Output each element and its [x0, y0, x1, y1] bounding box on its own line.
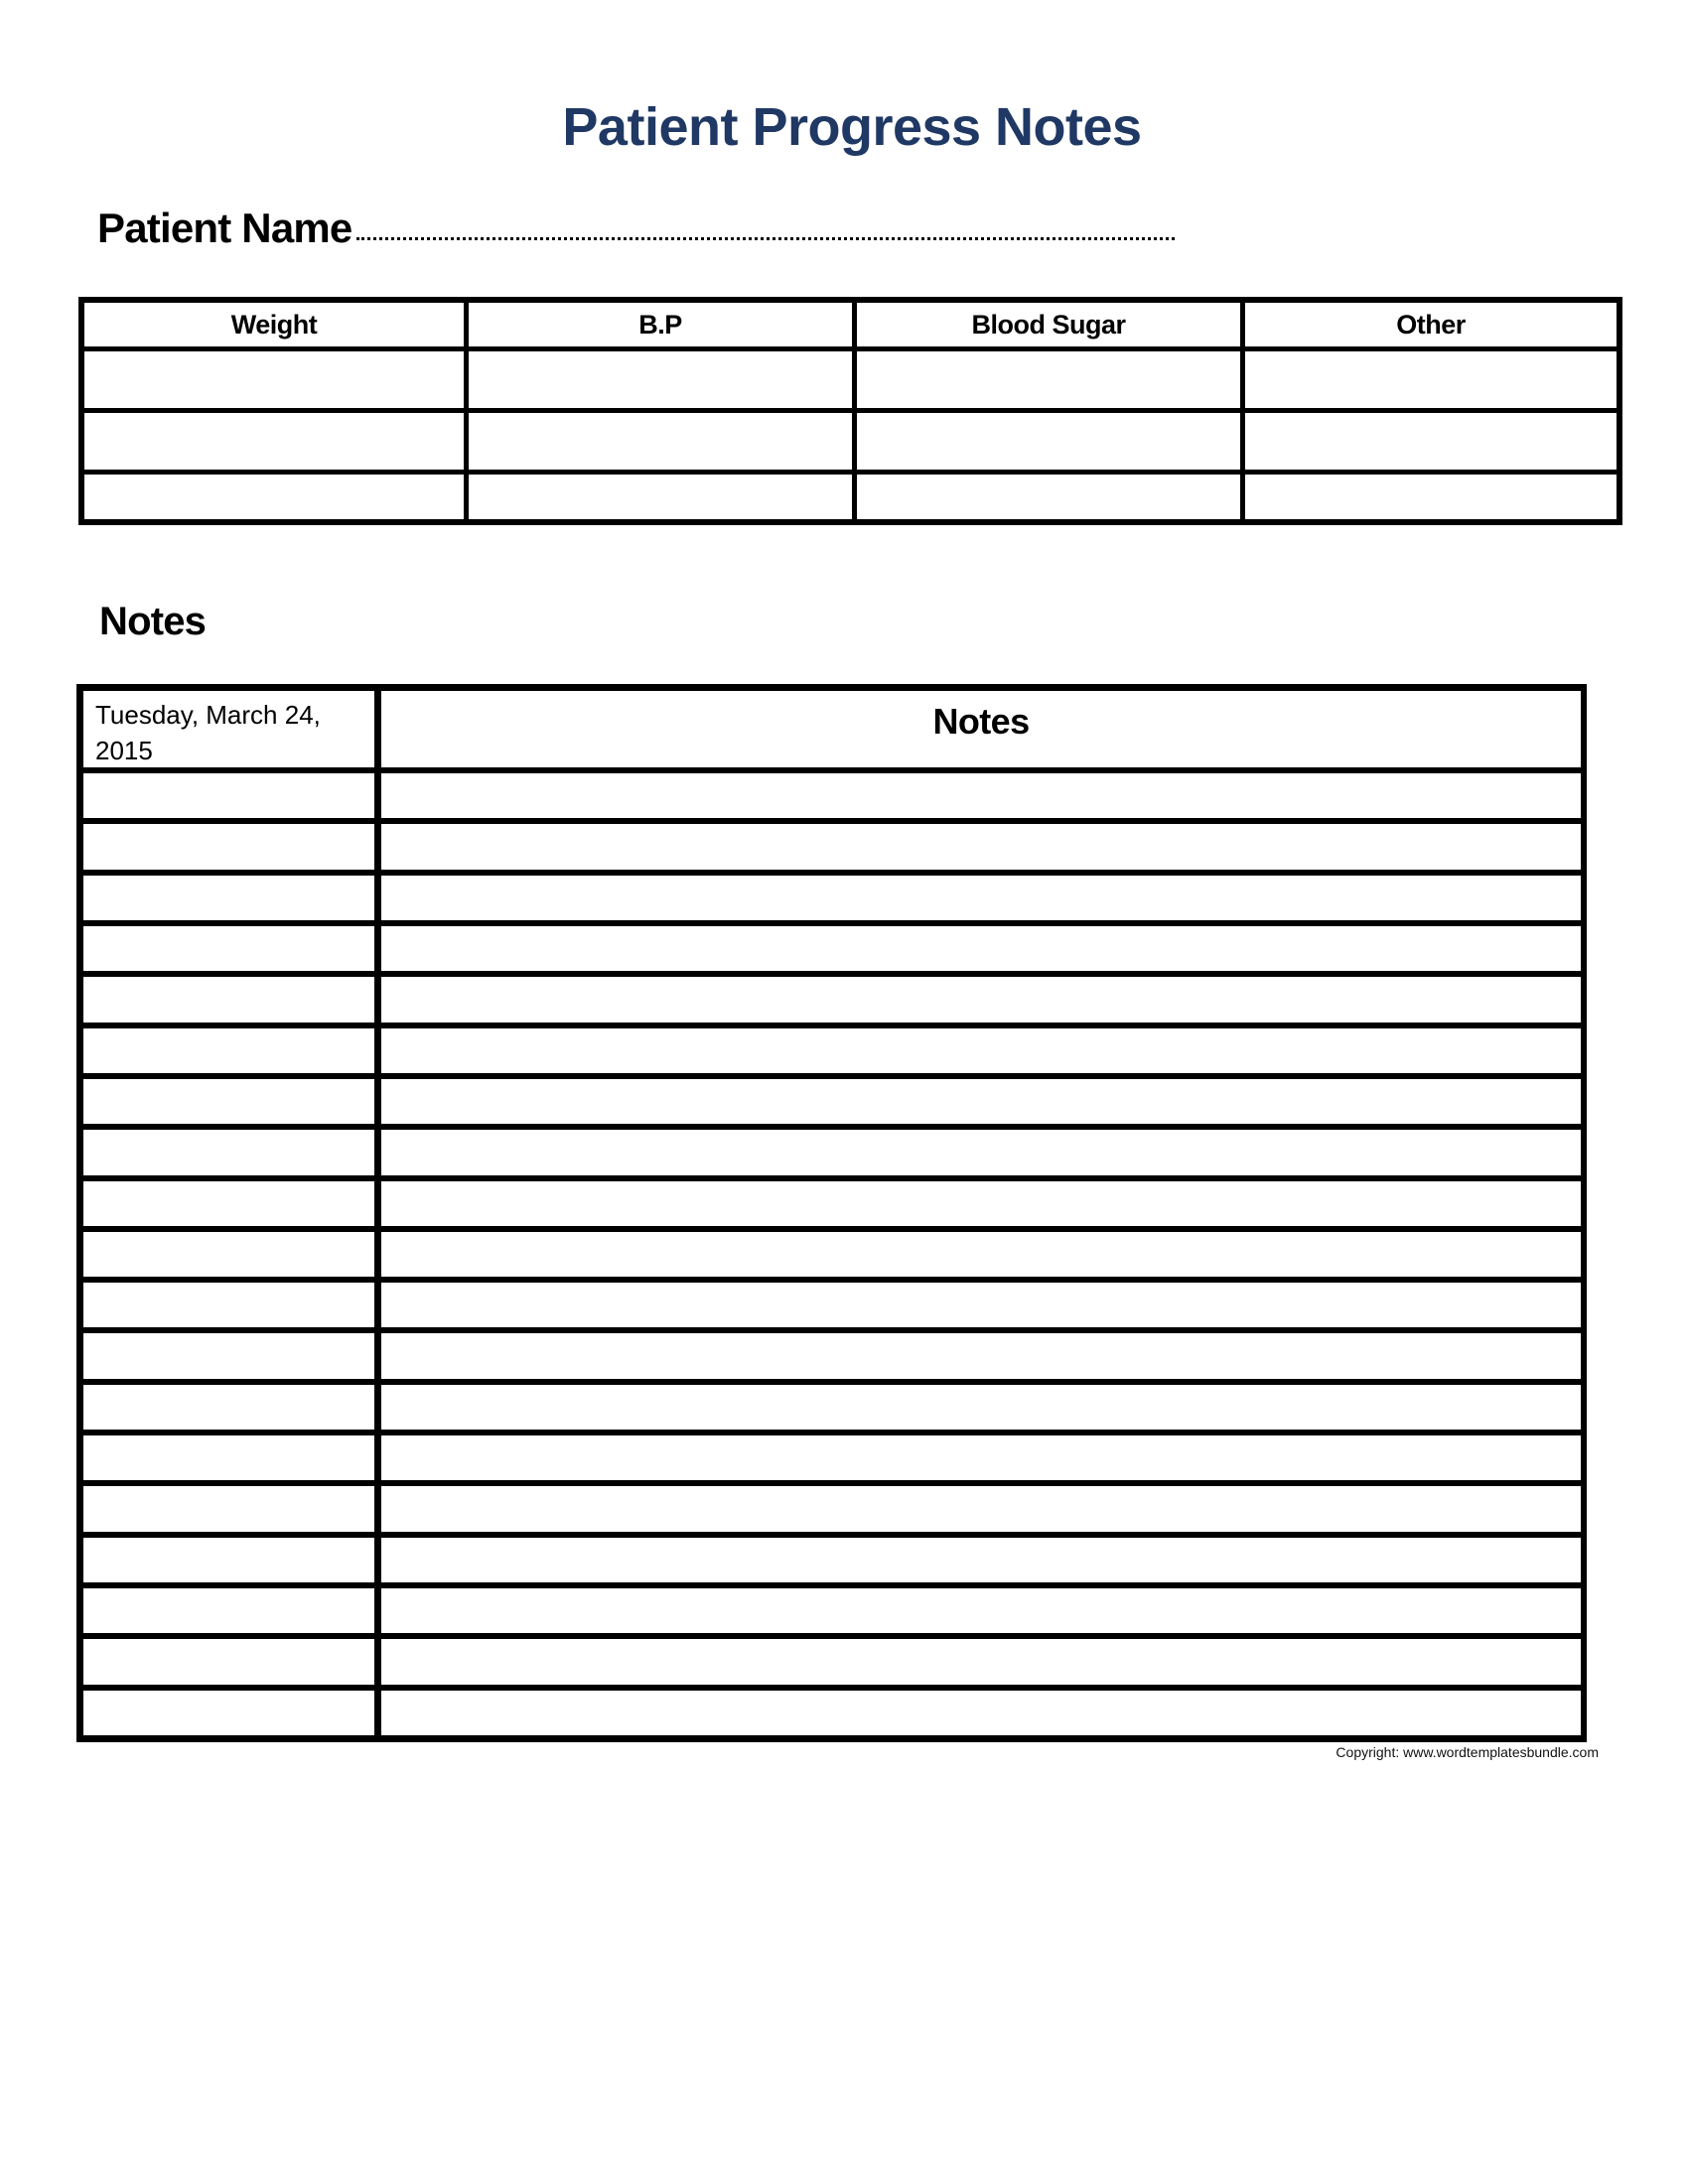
notes-row-note-cell[interactable] — [381, 926, 1581, 971]
vitals-cell-weight[interactable] — [84, 351, 464, 408]
vitals-header-other: Other — [1245, 303, 1617, 346]
notes-row-date-cell[interactable] — [83, 1333, 374, 1378]
vitals-cell-bp[interactable] — [469, 413, 852, 470]
notes-column-header: Notes — [381, 691, 1581, 767]
notes-row-note-cell[interactable] — [381, 1333, 1581, 1378]
notes-section-heading: Notes — [99, 600, 207, 643]
vitals-cell-blood-sugar[interactable] — [857, 413, 1240, 470]
notes-row-date-cell[interactable] — [83, 1130, 374, 1174]
vitals-cell-bp[interactable] — [469, 475, 852, 519]
notes-row-date-cell[interactable] — [83, 1486, 374, 1531]
notes-row-date-cell[interactable] — [83, 1691, 374, 1735]
notes-row-note-cell[interactable] — [381, 876, 1581, 920]
notes-row-note-cell[interactable] — [381, 1385, 1581, 1430]
notes-row-note-cell[interactable] — [381, 1435, 1581, 1480]
vitals-cell-weight[interactable] — [84, 475, 464, 519]
notes-row-note-cell[interactable] — [381, 1538, 1581, 1582]
page-title: Patient Progress Notes — [562, 97, 1142, 157]
vitals-cell-other[interactable] — [1245, 475, 1617, 519]
vitals-header-bp: B.P — [469, 303, 852, 346]
notes-row-date-cell[interactable] — [83, 926, 374, 971]
notes-row-date-cell[interactable] — [83, 1283, 374, 1327]
notes-row-date-cell[interactable] — [83, 1538, 374, 1582]
patient-name-row — [97, 205, 1175, 264]
notes-row-note-cell[interactable] — [381, 1639, 1581, 1684]
notes-row-note-cell[interactable] — [381, 1486, 1581, 1531]
notes-date-header[interactable]: Tuesday, March 24, 2015 — [83, 691, 374, 767]
notes-row-date-cell[interactable] — [83, 1181, 374, 1226]
patient-name-label: Patient Name — [97, 205, 352, 251]
notes-row-date-cell[interactable] — [83, 1079, 374, 1124]
notes-row-date-cell[interactable] — [83, 977, 374, 1022]
vitals-cell-bp[interactable] — [469, 351, 852, 408]
vitals-header-blood-sugar: Blood Sugar — [857, 303, 1240, 346]
notes-row-note-cell[interactable] — [381, 977, 1581, 1022]
notes-table — [76, 684, 1587, 1742]
vitals-cell-other[interactable] — [1245, 413, 1617, 470]
notes-row-date-cell[interactable] — [83, 824, 374, 869]
vitals-cell-other[interactable] — [1245, 351, 1617, 408]
patient-name-field[interactable] — [356, 209, 1175, 240]
vitals-cell-blood-sugar[interactable] — [857, 351, 1240, 408]
notes-row-note-cell[interactable] — [381, 1232, 1581, 1277]
notes-row-date-cell[interactable] — [83, 876, 374, 920]
notes-row-note-cell[interactable] — [381, 1283, 1581, 1327]
notes-row-note-cell[interactable] — [381, 824, 1581, 869]
vitals-cell-blood-sugar[interactable] — [857, 475, 1240, 519]
notes-row-note-cell[interactable] — [381, 1691, 1581, 1735]
notes-row-date-cell[interactable] — [83, 1385, 374, 1430]
vitals-table — [78, 297, 1622, 525]
notes-row-note-cell[interactable] — [381, 1588, 1581, 1633]
notes-row-note-cell[interactable] — [381, 773, 1581, 818]
notes-row-note-cell[interactable] — [381, 1130, 1581, 1174]
copyright-text: Copyright: www.wordtemplatesbundle.com — [1336, 1744, 1599, 1760]
vitals-header-weight: Weight — [84, 303, 464, 346]
notes-row-note-cell[interactable] — [381, 1028, 1581, 1073]
notes-row-note-cell[interactable] — [381, 1181, 1581, 1226]
notes-row-date-cell[interactable] — [83, 773, 374, 818]
notes-row-date-cell[interactable] — [83, 1435, 374, 1480]
notes-row-date-cell[interactable] — [83, 1028, 374, 1073]
notes-row-date-cell[interactable] — [83, 1232, 374, 1277]
notes-row-date-cell[interactable] — [83, 1639, 374, 1684]
vitals-cell-weight[interactable] — [84, 413, 464, 470]
notes-row-date-cell[interactable] — [83, 1588, 374, 1633]
notes-row-note-cell[interactable] — [381, 1079, 1581, 1124]
